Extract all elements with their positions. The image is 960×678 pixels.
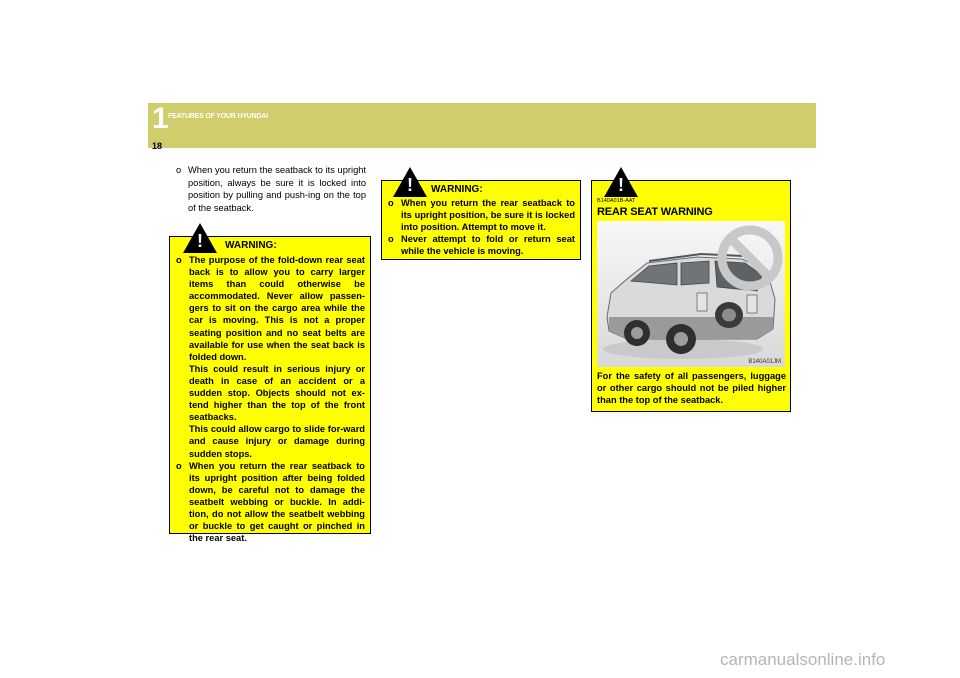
warning-exclamation: !: [618, 175, 624, 195]
header-band: [148, 103, 816, 148]
chapter-number: 1: [152, 102, 169, 135]
intro-bullet: o: [176, 165, 182, 175]
warning-left-item-1-para-3: This could allow cargo to slide for-ward and cause injury or damage during sudden stops.: [189, 424, 365, 459]
warning-middle-item: o When you return the rear seatback to its upright position, be sure it is locked into position. Attempt to move it.: [388, 198, 575, 233]
warning-middle-title: WARNING:: [431, 184, 483, 195]
rear-seat-figure: [597, 221, 785, 367]
prohibition-icon: [715, 223, 785, 293]
warning-left-item: o The purpose of the fold-down rear seat back is to allow you to carry larger items than could otherwise be accommodated. Never allow passen-gers to sit on the cargo area while the car is moving. This is not a proper seating position and no seat belts are available for use when the seat back is folded down. This could result in serious injury or death in case of an accident or a sudden stop. Objects should not ex-tend higher than the top of the front seatbacks. This could allow cargo to slide for-ward and cause injury or damage during sudden stops.: [176, 255, 365, 459]
warning-middle-item: o Never attempt to fold or return seat while the vehicle is moving.: [388, 234, 575, 257]
warning-left-item: o When you return the rear seatback to its upright position after being folded down, be careful not to damage the seatbelt webbing or buckle. In addi-tion, do not allow the seatbelt webbing or buckle to get caught or pinched in the rear seat.: [176, 460, 365, 544]
warning-left-item-1-para-2: This could result in serious injury or death in case of an accident or a sudden stop. Objects should not ex-tend higher than the top of the front seatbacks.: [189, 363, 365, 423]
warning-middle-list: [388, 197, 575, 257]
warning-left-list: [176, 254, 365, 544]
section-code: B140A01B-AAT: [597, 198, 636, 204]
page-number: 18: [152, 141, 163, 151]
warning-left-title: WARNING:: [225, 240, 277, 251]
figure-code: B140A01JM: [748, 359, 781, 365]
figure-caption: For the safety of all passengers, luggage or other cargo should not be piled higher than the top of the seatback.: [597, 371, 786, 406]
chapter-title: FEATURES OF YOUR HYUNDAI: [168, 113, 268, 120]
warning-exclamation: !: [407, 175, 413, 195]
intro-text: When you return the seatback to its upright position, always be sure it is locked into position by pulling and push-ing on the top of the seatback.: [188, 165, 366, 213]
warning-left-item-2-para-1: When you return the rear seatback to its upright position after being folded down, be careful not to damage the seatbelt webbing or buckle. In addi-tion, do not allow the seatbelt webbing or buckle to get caught or pinched in the rear seat.: [189, 460, 365, 544]
warning-exclamation: !: [197, 231, 203, 251]
section-title: REAR SEAT WARNING: [597, 206, 713, 218]
watermark: carmanualsonline.info: [720, 650, 886, 669]
intro-paragraph: [176, 164, 366, 214]
warning-left-item-1-para-1: The purpose of the fold-down rear seat back is to allow you to carry larger items than could otherwise be accommodated. Never allow passen-gers to sit on the cargo area while the car is moving. This is not a proper seating position and no seat belts are available for use when the seat back is folded down.: [189, 255, 365, 362]
